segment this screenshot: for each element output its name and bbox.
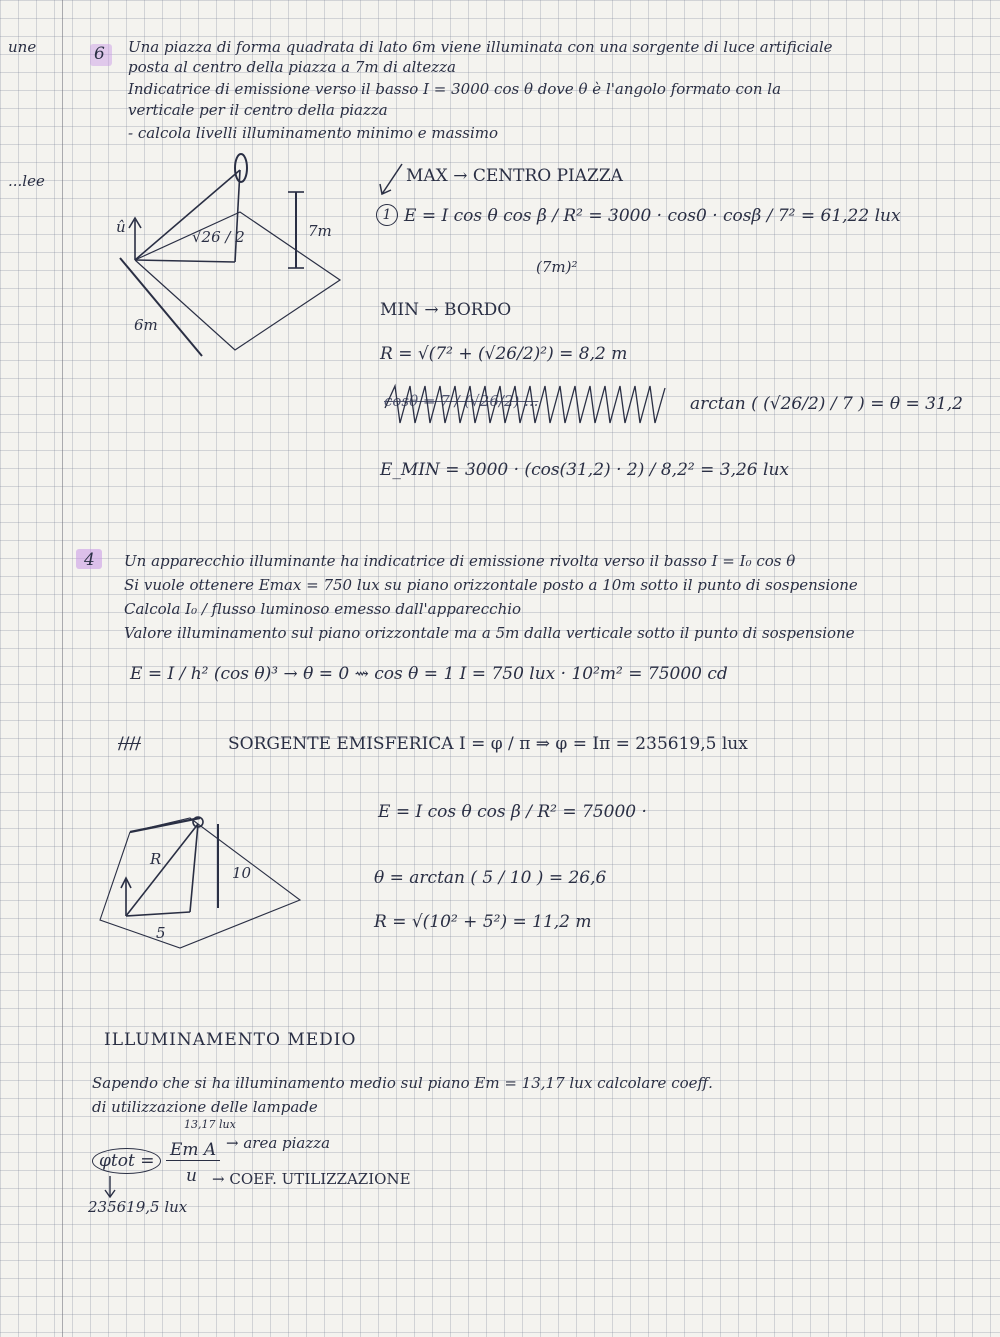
side-label: 6m xyxy=(134,316,158,334)
struck-text: cosθ = 7 / (√26/2) ... xyxy=(384,392,539,410)
area-note: → area piazza xyxy=(226,1134,331,1152)
arrow-icon xyxy=(376,160,406,200)
problem-text-line: Valore illuminamento sul piano orizzontale ma a 5m dalla verticale sotto il punto di sospensione xyxy=(124,624,855,642)
height-label: 7m xyxy=(308,222,332,240)
problem-text-line: Si vuole ottenere Emax = 750 lux su piano orizzontale posto a 10m sotto il punto di sospensione xyxy=(124,576,858,594)
illum-text-line: di utilizzazione delle lampade xyxy=(92,1098,318,1116)
e2-formula: E = I cos θ cos β / R² = 75000 · xyxy=(378,802,647,822)
base-label: 5 xyxy=(156,924,166,942)
r2-formula: R = √(10² + 5²) = 11,2 m xyxy=(374,912,592,932)
scribble xyxy=(380,378,680,438)
problem-text-line: Indicatrice di emissione verso il basso I = 3000 cos θ dove θ è l'angolo formato con la xyxy=(128,80,782,98)
problem-text-line: Una piazza di forma quadrata di lato 6m viene illuminata con una sorgente di luce artificiale xyxy=(128,38,833,56)
r-formula: R = √(7² + (√26/2)²) = 8,2 m xyxy=(380,344,628,364)
problem-text-line: verticale per il centro della piazza xyxy=(128,101,388,119)
em-annotation: 13,17 lux xyxy=(184,1118,236,1131)
problem-text-line: - calcola livelli illuminamento minimo e massimo xyxy=(128,124,499,142)
max-note: (7m)² xyxy=(536,258,578,276)
struck-text: //// xyxy=(118,734,141,754)
problem-text-line: Calcola I₀ / flusso luminoso emesso dall'apparecchio xyxy=(124,600,522,618)
max-formula: E = I cos θ cos β / R² = 3000 · cos0 · cosβ / 7² = 61,22 lux xyxy=(404,206,901,226)
piazza-sketch xyxy=(100,150,350,370)
lamp-sketch xyxy=(90,800,310,950)
emin-formula: E_MIN = 3000 · (cos(31,2) · 2) / 8,2² = 3,26 lux xyxy=(380,460,789,480)
down-arrow-icon xyxy=(100,1176,120,1200)
hemi-formula: SORGENTE EMISFERICA I = φ / π ⇒ φ = Iπ = 235619,5 lux xyxy=(228,734,748,754)
fraction-denominator: u xyxy=(186,1166,197,1186)
min-heading: MIN → BORDO xyxy=(380,300,512,320)
problem-number: 6 xyxy=(94,44,105,64)
coef-note: → COEF. UTILIZZAZIONE xyxy=(212,1170,411,1188)
phi-label: φtot = xyxy=(92,1148,161,1174)
problem-text-line: Un apparecchio illuminante ha indicatrice di emissione rivolta verso il basso I = I₀ cos θ xyxy=(124,552,796,570)
diag-label: √26 / 2 xyxy=(192,228,245,246)
height-label: 10 xyxy=(232,864,252,882)
problem-text-line: posta al centro della piazza a 7m di altezza xyxy=(128,58,456,76)
r-label: R xyxy=(150,850,162,868)
illum-text-line: Sapendo che si ha illuminamento medio sul piano Em = 13,17 lux calcolare coeff. xyxy=(92,1074,713,1092)
e-formula: E = I / h² (cos θ)³ → θ = 0 ⇝ cos θ = 1 I = 750 lux · 10²m² = 75000 cd xyxy=(130,664,728,684)
margin-note: une xyxy=(8,38,37,56)
phi-total-value: 235619,5 lux xyxy=(88,1198,188,1216)
theta-formula: arctan ( (√26/2) / 7 ) = θ = 31,2 xyxy=(690,394,963,414)
u-label: û xyxy=(116,218,126,236)
margin-note: ...lee xyxy=(8,172,45,190)
section-heading: ILLUMINAMENTO MEDIO xyxy=(104,1030,357,1050)
theta2-formula: θ = arctan ( 5 / 10 ) = 26,6 xyxy=(374,868,607,888)
margin-line xyxy=(62,0,63,1337)
step-circle: 1 xyxy=(376,204,398,226)
fraction-numerator: Em A xyxy=(166,1140,220,1161)
max-heading: MAX → CENTRO PIAZZA xyxy=(406,166,623,186)
problem-number: 4 xyxy=(84,550,95,570)
